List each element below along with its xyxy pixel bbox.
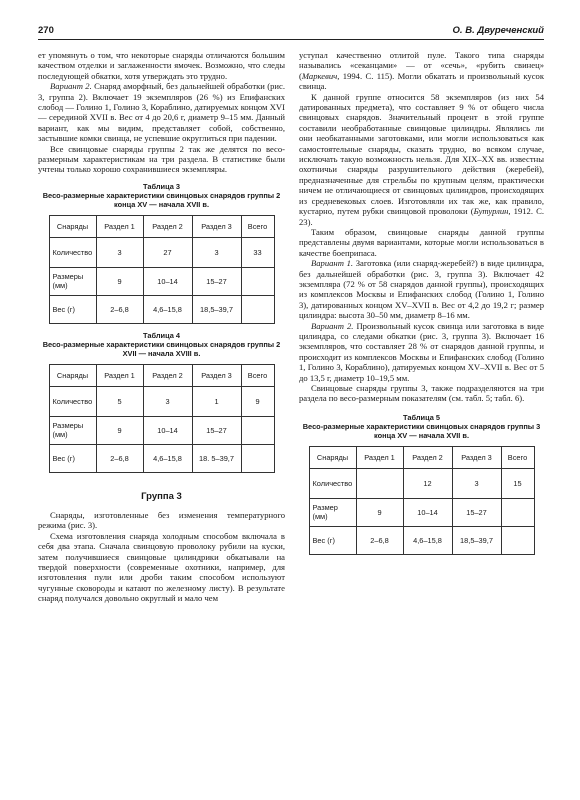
running-header (38, 19, 544, 40)
table-cell: Раздел 3 (192, 364, 241, 386)
table-row (49, 267, 274, 295)
table-cell: Раздел 3 (452, 446, 501, 468)
paragraph-text: Заготовка (или снаряд-жеребей?) в виде цилиндра, без дальнейшей обработки (рис. 3, группа 3). Включает 42 экземпляра (72 % от 58 снарядов данной группы), происходящих из комплексов Москвы и Епифанских слобод (Голино 1, Голино 3), датированных концом XV–XVII в. Вес от 4,2 до 19,2 г; размер цилиндра: высота 30–50 мм, диаметр 8–16 мм. (299, 258, 544, 321)
table-row (49, 237, 274, 267)
table-5 (309, 446, 535, 555)
table-cell: 3 (143, 386, 192, 416)
table-cell: 15 (501, 468, 534, 498)
table-row (309, 526, 534, 554)
table-cell: 3 (96, 237, 143, 267)
running-head-author: О. В. Двуреченский (452, 25, 544, 36)
table-header-row (49, 215, 274, 237)
table-cell: 10–14 (143, 416, 192, 444)
table-cell (241, 295, 274, 323)
table-cell: Количество (49, 386, 96, 416)
variant-label: Вариант 1. (311, 258, 354, 269)
table-cell: Раздел 2 (143, 215, 192, 237)
paragraph (299, 92, 544, 227)
table-cell: Снаряды (309, 446, 356, 468)
paragraph: Снаряды, изготовленные без изменения температурного режима (рис. 3). (38, 509, 285, 531)
paragraph (299, 50, 544, 92)
table-cell (356, 468, 403, 498)
table-cell: 15–27 (452, 498, 501, 526)
table-cell: Вес (г) (49, 295, 96, 323)
paragraph-text: Произвольный кусок свинца или заготовка в виде цилиндра, со следами обкатки (рис. 3, группа 3). Включает 16 экземпляров, что составляет 28 % от снарядов данной группы, и происходит из комплексов Москвы и Епифанских слобод (Голино 1, Голино 3, Кораблино), датируемых концом XV–XVII в. Вес от 5 до 13,5 г, диаметр 10–19,5 мм. (299, 320, 544, 383)
table-cell: Вес (г) (309, 526, 356, 554)
table-title: Весо-размерные характеристики свинцовых снарядов группы 2 конца XV — начала XVII в. (42, 190, 281, 209)
table-cell: 15–27 (192, 267, 241, 295)
table-cell (241, 444, 274, 472)
table-cell (241, 267, 274, 295)
table-row (49, 386, 274, 416)
table-cell: 3 (192, 237, 241, 267)
table-cell: 2–6,8 (356, 526, 403, 554)
table-caption (38, 182, 285, 209)
table-cell: Количество (309, 468, 356, 498)
table-caption (38, 331, 285, 358)
table-title: Весо-размерные характеристики свинцовых снарядов группы 3 конца XV — начала XVII в. (302, 421, 541, 440)
paragraph: Таким образом, свинцовые снаряды данной группы представлены двумя вариантами, которые могли использоваться в качестве боеприпаса. (299, 226, 544, 258)
table-row (309, 468, 534, 498)
paragraph-text: уступал качественно отлитой пуле. Такого типа снаряды назывались «секанцами» — от «сечь», «рубить свинец» ( (299, 50, 544, 81)
table-cell: 18. 5–39,7 (192, 444, 241, 472)
paragraph-variant-2 (38, 81, 285, 143)
table-cell: 9 (96, 267, 143, 295)
table-row (309, 498, 534, 526)
table-cell: 12 (403, 468, 452, 498)
left-column (38, 50, 285, 604)
section-heading: Группа 3 (141, 490, 182, 502)
table-cell: Всего (241, 364, 274, 386)
table-cell: Раздел 2 (143, 364, 192, 386)
table-cell: 9 (241, 386, 274, 416)
right-column (299, 50, 544, 555)
table-header-row (309, 446, 534, 468)
table-cell: Вес (г) (49, 444, 96, 472)
table-cell: 2–6,8 (96, 444, 143, 472)
table-cell: 4,6–15,8 (143, 444, 192, 472)
paragraph: Все свинцовые снаряды группы 2 так же делятся по весо-размерным характеристикам на три раздела. В статистике были учтены только хорошо сохранившиеся экземпляры. (38, 143, 285, 175)
table-cell: Раздел 1 (96, 364, 143, 386)
variant-label: Вариант 2. (50, 81, 92, 92)
table-cell: Раздел 3 (192, 215, 241, 237)
table-3 (49, 215, 275, 324)
paragraph-text: , 1994. С. 115). Могли обкатать и произвольный кусок свинца. (299, 70, 544, 92)
table-cell: Раздел 1 (356, 446, 403, 468)
table-cell: 5 (96, 386, 143, 416)
table-header-row (49, 364, 274, 386)
table-4 (49, 364, 275, 473)
table-cell (241, 416, 274, 444)
table-cell: 27 (143, 237, 192, 267)
table-cell: 3 (452, 468, 501, 498)
citation-author: Маркевич (301, 70, 338, 81)
table-cell: Размеры (мм) (49, 416, 96, 444)
table-cell: Количество (49, 237, 96, 267)
paragraph-text: К данной группе относится 58 экземпляров (из них 54 датированных предмета), что составляет 9 % от общего числа свинцовых снарядов. Значительный процент в этой группе составили необработанные свинцовые цилиндры. Являлись ли они необкатанными заготовками, или могли использоваться как самостоятельные снаряды, сказать трудно, во всяком случае, исключать такую возможность нельзя. Для XIX–XX вв. известны охотничьи снаряды разрушительного действия (жеребей), предназначенные для стрельбы по крупным целям, практически ничем не отличающиеся от свинцовых цилиндров, происходящих из средневековых слоев. Изготовляли их так же, как правило, кустарно, путем рубки свинцовой проволоки ( (299, 91, 544, 217)
citation-author: Бутурлин (473, 206, 509, 217)
table-row (49, 416, 274, 444)
table-cell: Снаряды (49, 364, 96, 386)
table-title: Весо-размерные характеристики свинцовых снарядов группы 2 XVII — начала XVIII в. (42, 339, 281, 358)
table-cell: 10–14 (403, 498, 452, 526)
table-number: Таблица 4 (143, 330, 180, 340)
table-number: Таблица 5 (403, 412, 440, 422)
paragraph: Свинцовые снаряды группы 3, также подразделяются на три раздела по весо-размерным показателям (см. табл. 5; табл. 6). (299, 383, 544, 404)
table-cell: 2–6,8 (96, 295, 143, 323)
table-cell: Снаряды (49, 215, 96, 237)
table-cell: 33 (241, 237, 274, 267)
table-cell: 1 (192, 386, 241, 416)
table-cell: 18,5–39,7 (452, 526, 501, 554)
table-cell: 10–14 (143, 267, 192, 295)
table-cell: Раздел 2 (403, 446, 452, 468)
table-cell: 4,6–15,8 (403, 526, 452, 554)
table-cell: Всего (241, 215, 274, 237)
table-cell (501, 498, 534, 526)
paragraph-text: Снаряд аморфный, без дальнейшей обработки (рис. 3, группа 2). Включает 19 экземпляров (26 %) из Епифанских слобод — Голино 1, Голино 3, Кораблино, датируемых концом XVI — серединой XVII в. Вес от 4 до 20,6 г, диаметр 9–15 мм. Данный вариант, как мы видим, представляет собой, собственно, застывшие комки свинца, не успевшие округлиться при падении. (38, 81, 285, 144)
table-cell (501, 526, 534, 554)
table-cell: Всего (501, 446, 534, 468)
paragraph-text: , 1912. С. 23). (299, 206, 544, 227)
table-cell: 15–27 (192, 416, 241, 444)
table-cell: Размеры (мм) (49, 267, 96, 295)
table-number: Таблица 3 (143, 181, 180, 191)
paragraph-variant-1 (299, 258, 544, 320)
page-number: 270 (38, 25, 54, 36)
paragraph-variant-2 (299, 321, 544, 383)
table-cell: 9 (356, 498, 403, 526)
table-caption (299, 413, 544, 440)
table-row (49, 295, 274, 323)
table-cell: Размер (мм) (309, 498, 356, 526)
variant-label: Вариант 2. (311, 320, 354, 331)
table-cell: 9 (96, 416, 143, 444)
paragraph: Схема изготовления снаряда холодным способом включала в себя два этапа. Сначала свинцовую проволоку рубили на куски, затем получившиеся свинцовые цилиндрики обкатывали на твердой поверхности (современные охотники, например, для изготовления пули или дроби таким способом используют чугунные сковороды и катают по железному листу). В результате снаряд получался довольно округлый и мало чем (38, 530, 285, 604)
table-cell: 4,6–15,8 (143, 295, 192, 323)
table-row (49, 444, 274, 472)
table-cell: 18,5–39,7 (192, 295, 241, 323)
paragraph: ет упомянуть о том, что некоторые снаряды отличаются большим качеством отделки и заглаженности ямочек. Возможно, что следы последующей обкатки, хотя утверждать это трудно. (38, 50, 285, 81)
table-cell: Раздел 1 (96, 215, 143, 237)
